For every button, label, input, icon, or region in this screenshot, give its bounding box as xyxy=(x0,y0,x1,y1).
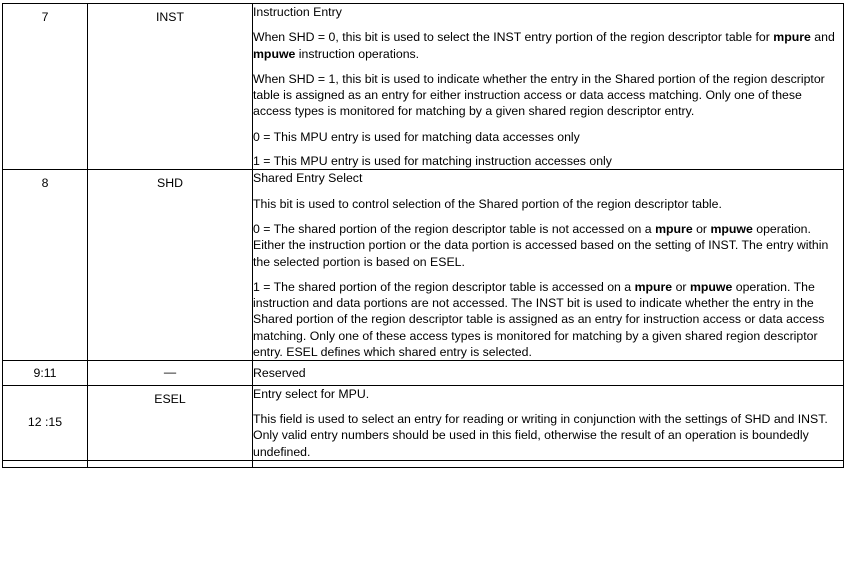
bits-value: 8 xyxy=(41,176,49,191)
cell-field-name xyxy=(88,4,253,170)
table-row xyxy=(3,385,844,460)
bits-value: 7 xyxy=(41,10,49,24)
description-paragraph: This field is used to select an entry for reading or writing in conjunction with the settings of SHD and INST. Only valid entry numbers should be used in this field, otherwise the result of an operation is boundedly undefined. xyxy=(253,411,828,459)
cell-field-name xyxy=(88,385,253,460)
cell-field-name xyxy=(88,170,253,361)
description-paragraph: Entry select for MPU. xyxy=(253,386,370,401)
cell-bits xyxy=(3,385,88,460)
cell-bits xyxy=(3,170,88,361)
cell-field-name xyxy=(88,460,253,467)
table-body xyxy=(3,4,844,468)
table-row xyxy=(3,170,844,361)
table-row xyxy=(3,4,844,170)
cell-description xyxy=(253,170,844,361)
cell-description xyxy=(253,4,844,170)
cell-bits xyxy=(3,460,88,467)
description-paragraph: 1 = This MPU entry is used for matching instruction accesses only xyxy=(253,154,612,169)
field-name-value: SHD xyxy=(157,176,183,191)
description-paragraph: 1 = The shared portion of the region descriptor table is accessed on a mpure or mpuwe operation. The instruction and data portions are not accessed. The INST bit is used to indicate whether the entry in the Shared portion of the region descriptor table is assigned as an entry for instruction access or data access matching. Only one of these access types is monitored for matching by a given shared region descriptor entry. ESEL defines which shared entry is selected. xyxy=(253,279,825,360)
cell-bits xyxy=(3,361,88,385)
field-name-value: ESEL xyxy=(154,391,186,406)
description-paragraph: This bit is used to control selection of the Shared portion of the region descriptor table. xyxy=(253,196,722,211)
cell-description xyxy=(253,385,844,460)
description-paragraph: Shared Entry Select xyxy=(253,171,363,186)
cell-description xyxy=(253,460,844,467)
description-paragraph: Reserved xyxy=(253,366,306,381)
description-paragraph: 0 = The shared portion of the region descriptor table is not accessed on a mpure or mpuwe operation. Either the instruction portion or the data portion is accessed based on the setting of INST. The entry within the selected portion is based on ESEL. xyxy=(253,221,829,269)
register-field-table xyxy=(2,3,844,468)
bits-value: 9:11 xyxy=(33,365,57,380)
table-row-partial xyxy=(3,460,844,467)
description-paragraph: Instruction Entry xyxy=(253,5,342,19)
cell-description xyxy=(253,361,844,385)
description-paragraph: 0 = This MPU entry is used for matching data accesses only xyxy=(253,129,580,144)
bits-value: 12 :15 xyxy=(27,415,63,430)
cell-field-name xyxy=(88,361,253,385)
table-row xyxy=(3,361,844,385)
field-name-value: INST xyxy=(155,10,184,24)
description-paragraph: When SHD = 0, this bit is used to select the INST entry portion of the region descriptor table for mpure and mpuwe instruction operations. xyxy=(253,30,835,61)
description-paragraph: When SHD = 1, this bit is used to indicate whether the entry in the Shared portion of the region descriptor table is assigned as an entry for either instruction access or data access matching. Only one of these access types is monitored for matching by a given shared region descriptor entry. xyxy=(253,71,825,119)
cell-bits xyxy=(3,4,88,170)
field-name-value: — xyxy=(163,365,177,380)
